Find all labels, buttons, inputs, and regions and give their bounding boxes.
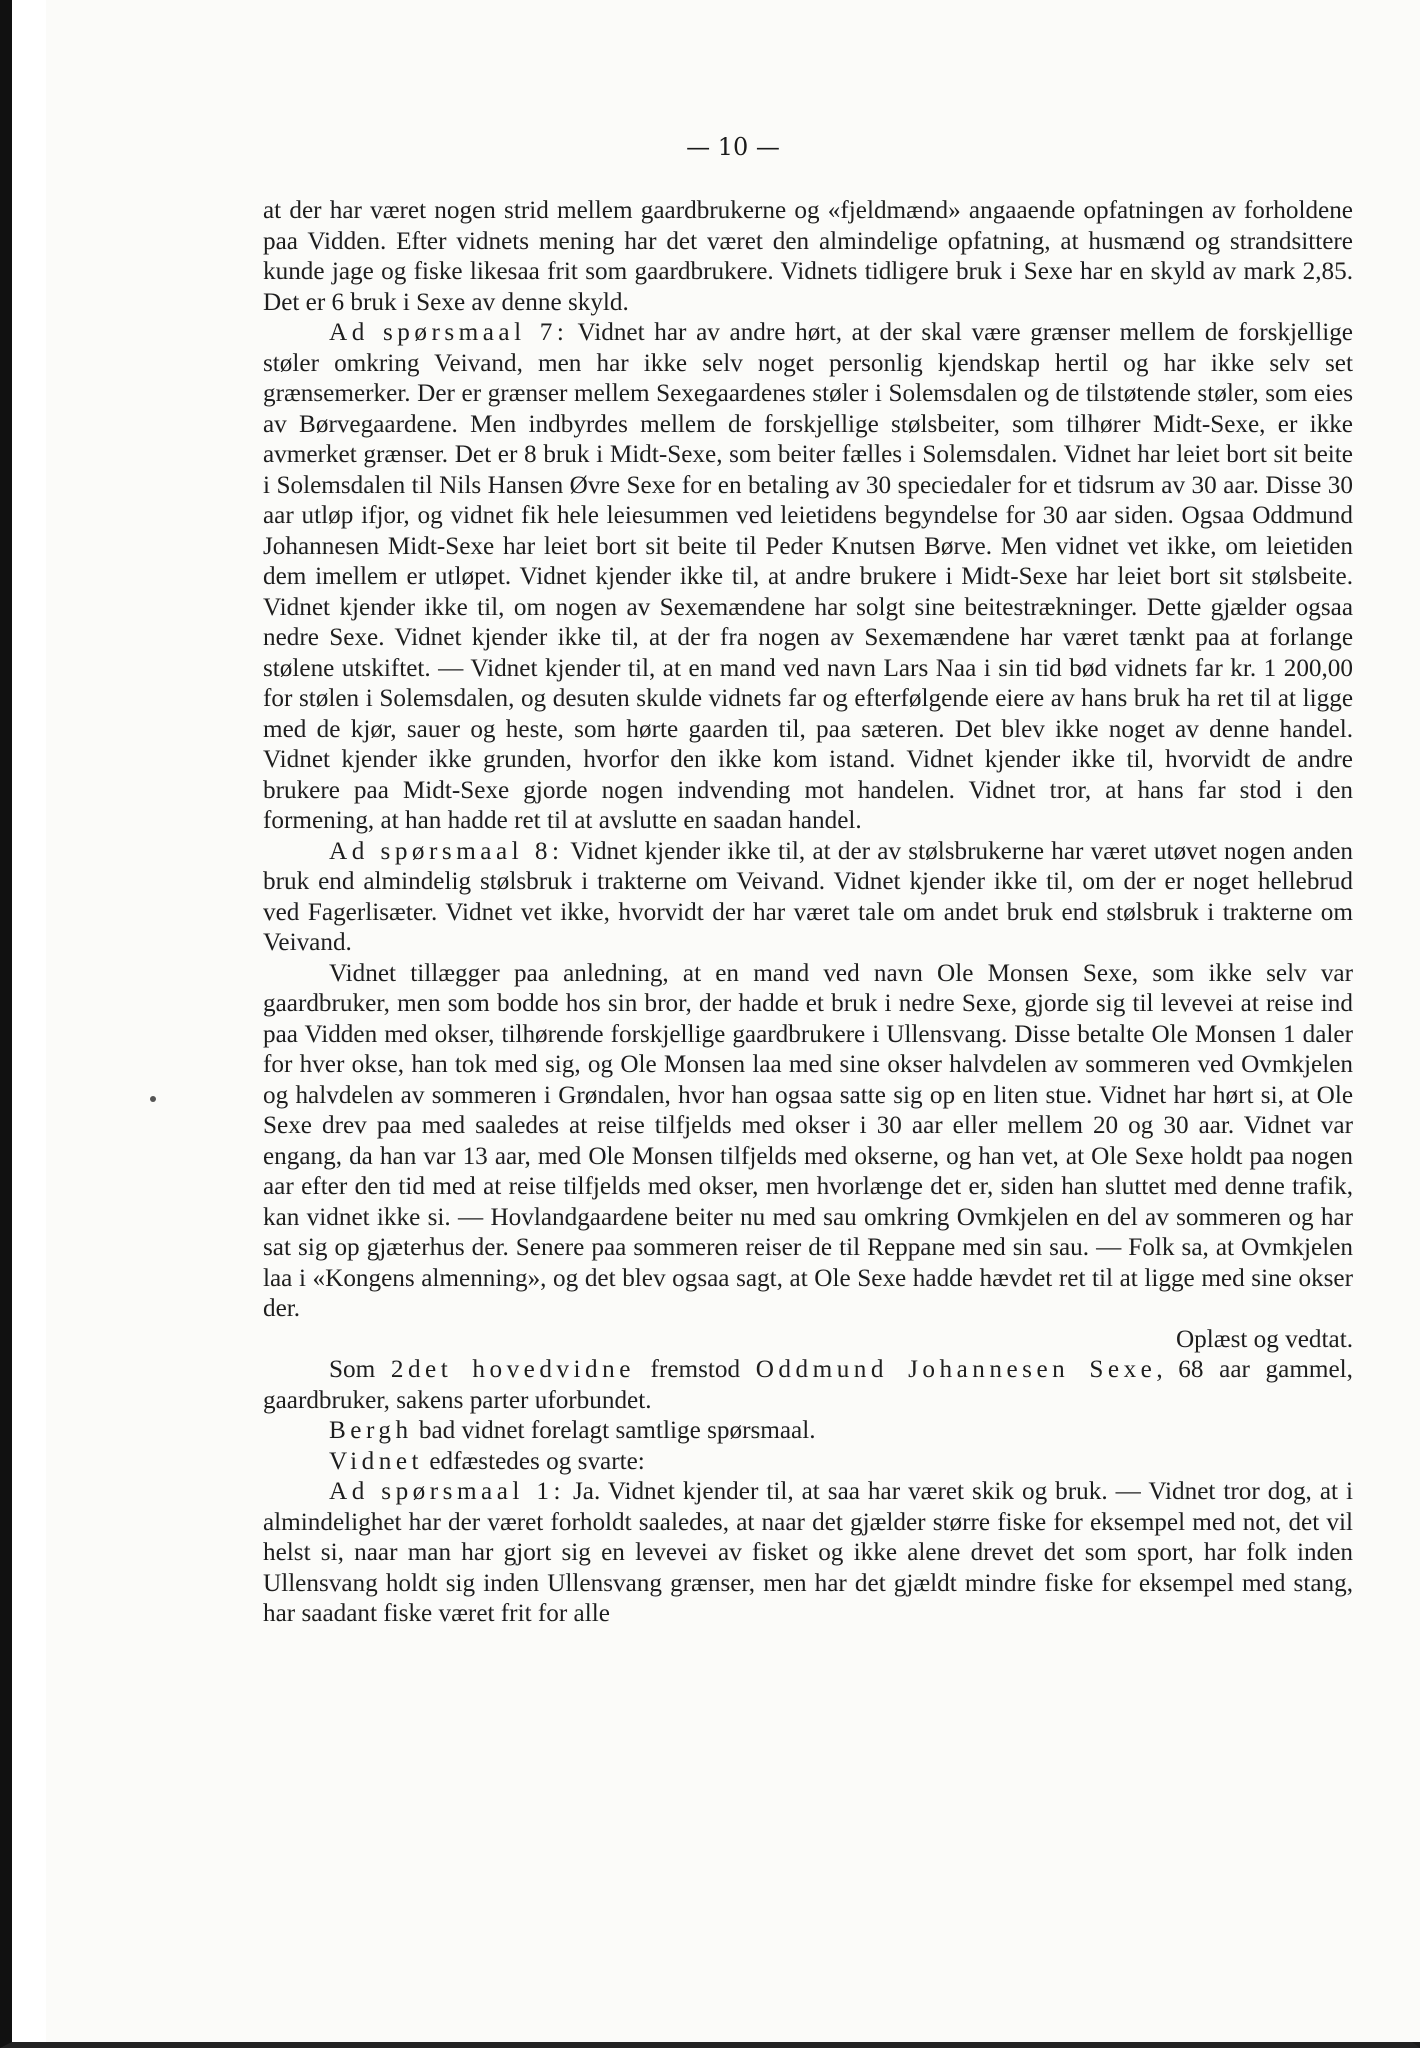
read-and-approved: [263, 1325, 1353, 1356]
paragraph-text: Vidnet har av andre hørt, at der skal være grænser mellem de forskjellige støler omkring Veivand, men har ikke selv noget personlig kjendskap hertil og har ikke selv set grænsemerker. Der er grænser mellem Sexegaardenes støler i Solemsdalen og de tilstøtende støler, som eies av Børvegaardene. Men indbyrdes mellem de forskjellige stølsbeiter, som tilhører Midt-Sexe, er ikke avmerket grænser. Det er 8 bruk i Midt-Sexe, som beiter fælles i Solemsdalen. Vidnet har leiet bort sit beite i Solemsdalen til Nils Hansen Øvre Sexe for en betaling av 30 speciedaler for et tidsrum av 30 aar. Disse 30 aar utløp ifjor, og vidnet fik hele leiesummen ved leietidens begyndelse for 30 aar siden. Ogsaa Oddmund Johannesen Midt-Sexe har leiet bort sit beite til Peder Knutsen Børve. Men vidnet vet ikke, om leietiden dem imellem er utløpet. Vidnet kjender ikke til, at andre brukere i Midt-Sexe har leiet bort sit stølsbeite. Vidnet kjender ikke til, om nogen av Sexemændene har solgt sine beitestrækninger. Dette gjælder ogsaa nedre Sexe. Vidnet kjender ikke til, at der fra nogen av Sexemændene har været tænkt paa at forlange stølene utskiftet. — Vidnet kjender til, at en mand ved navn Lars Naa i sin tid bød vidnets far kr. 1 200,00 for stølen i Solemsdalen, og desuten skulde vidnets far og efterfølgende eiere av hans bruk ha ret til at ligge med de kjør, sauer og heste, som hørte gaarden til, paa sæteren. Det blev ikke noget av denne handel. Vidnet kjender ikke grunden, hvorfor den ikke kom istand. Vidnet kjender ikke til, hvorvidt de andre brukere paa Midt-Sexe gjorde nogen indvending mot handelen. Vidnet tror, at hans far stod i den formening, at han hadde ret til at avslutte en saadan handel.: [263, 319, 1353, 834]
witness-name: Oddmund Johannesen Sexe: [755, 1356, 1157, 1383]
paragraph-text: Ja. Vidnet kjender til, at saa har været skik og bruk. — Vidnet tror dog, at i almindelighet har der været forholdt saaledes, at naar det gjælder større fiske for eksempel med not, det vil helst si, naar man har gjort sig en levevei av fisket og ikke alene drevet det som sport, har folk inden Ullensvang holdt sig inden Ullensvang grænser, men har det gjældt mindre fiske for eksempel med stang, har saadant fiske været frit for alle: [263, 1478, 1353, 1627]
paragraph-text: Vidnet kjender ikke til, at der av stølsbrukerne har været utøvet nogen anden bruk end almindelig stølsbruk i trakterne om Veivand. Vidnet kjender ikke til, om der er noget hellebrud ved Fagerlisæter. Vidnet vet ikke, hvorvidt der har været tale om andet bruk end stølsbruk i trakterne om Veivand.: [263, 837, 1353, 956]
page-number: — 10 —: [686, 133, 780, 161]
witness-label: Vidnet: [329, 1447, 424, 1475]
paragraph-1: [263, 196, 1353, 318]
question-heading: Ad spørsmaal 1:: [329, 1478, 565, 1505]
paragraph-question-8: [263, 837, 1353, 959]
question-heading: Ad spørsmaal 8:: [329, 837, 564, 865]
paragraph-text: bad vidnet forelagt samtlige spørsmaal.: [412, 1417, 816, 1444]
text-mid: fremstod: [634, 1356, 756, 1383]
paragraph-text: Vidnet tillægger paa anledning, at en mand ved navn Ole Monsen Sexe, som ikke selv var gaardbruker, men som bodde hos sin bror, der hadde et bruk i nedre Sexe, gjorde sig til levevei at reise ind paa Vidden med okser, tilhørende forskjellige gaardbrukere i Ullensvang. Disse betalte Ole Monsen 1 daler for hver okse, han tok med sig, og Ole Monsen laa med sine okser halvdelen av sommeren ved Ovmkjelen og halvdelen av sommeren i Grøndalen, hvor han ogsaa satte sig op en liten stue. Vidnet har hørt si, at Ole Sexe drev paa med saaledes at reise tilfjelds med okser i 30 aar eller mellem 20 og 30 aar. Vidnet var engang, da han var 13 aar, med Ole Monsen tilfjelds med okserne, og han vet, at Ole Sexe holdt paa nogen aar efter den tid med at reise tilfjelds med okser, men hvorlænge det er, siden han sluttet med denne trafik, kan vidnet ikke si. — Hovlandgaardene beiter nu med sau omkring Ovmkjelen en del av sommeren og har sat sig op gjæterhus der. Senere paa sommeren reiser de til Reppane med sin sau. — Folk sa, at Ovmkjelen laa i «Kongens almenning», og det blev ogsaa sagt, at Ole Sexe hadde hævdet ret til at ligge med sine okser der.: [263, 959, 1353, 1322]
paragraph-bergh: [263, 1416, 1353, 1447]
paragraph-text: Oplæst og vedtat.: [1175, 1325, 1353, 1353]
margin-mark: [150, 1096, 156, 1102]
paragraph-text: , 68 aar gammel, gaardbruker, sakens parter uforbundet.: [263, 1356, 1353, 1414]
paragraph-question-1: [263, 1477, 1353, 1630]
paragraph-second-witness: [263, 1355, 1353, 1416]
paragraph-additional-testimony: [263, 959, 1353, 1325]
text-pre: Som: [329, 1356, 391, 1383]
paragraph-oath: [263, 1447, 1353, 1478]
witness-ordinal: 2det hovedvidne: [390, 1356, 635, 1383]
paragraph-text: at der har været nogen strid mellem gaardbrukerne og «fjeldmænd» angaaende opfatningen av forholdene paa Vidden. Efter vidnets mening har det været den almindelige opfatning, at husmænd og strandsittere kunde jage og fiske likesaa frit som gaardbrukere. Vidnets tidligere bruk i Sexe har en skyld av mark 2,85. Det er 6 bruk i Sexe av denne skyld.: [263, 197, 1353, 316]
paragraph-question-7: [263, 318, 1353, 837]
person-name: Bergh: [329, 1417, 413, 1444]
document-page: [46, 0, 1420, 2042]
paragraph-text: edfæstedes og svarte:: [423, 1447, 645, 1475]
body-text: [263, 196, 1353, 1630]
question-heading: Ad spørsmaal 7:: [329, 319, 569, 346]
